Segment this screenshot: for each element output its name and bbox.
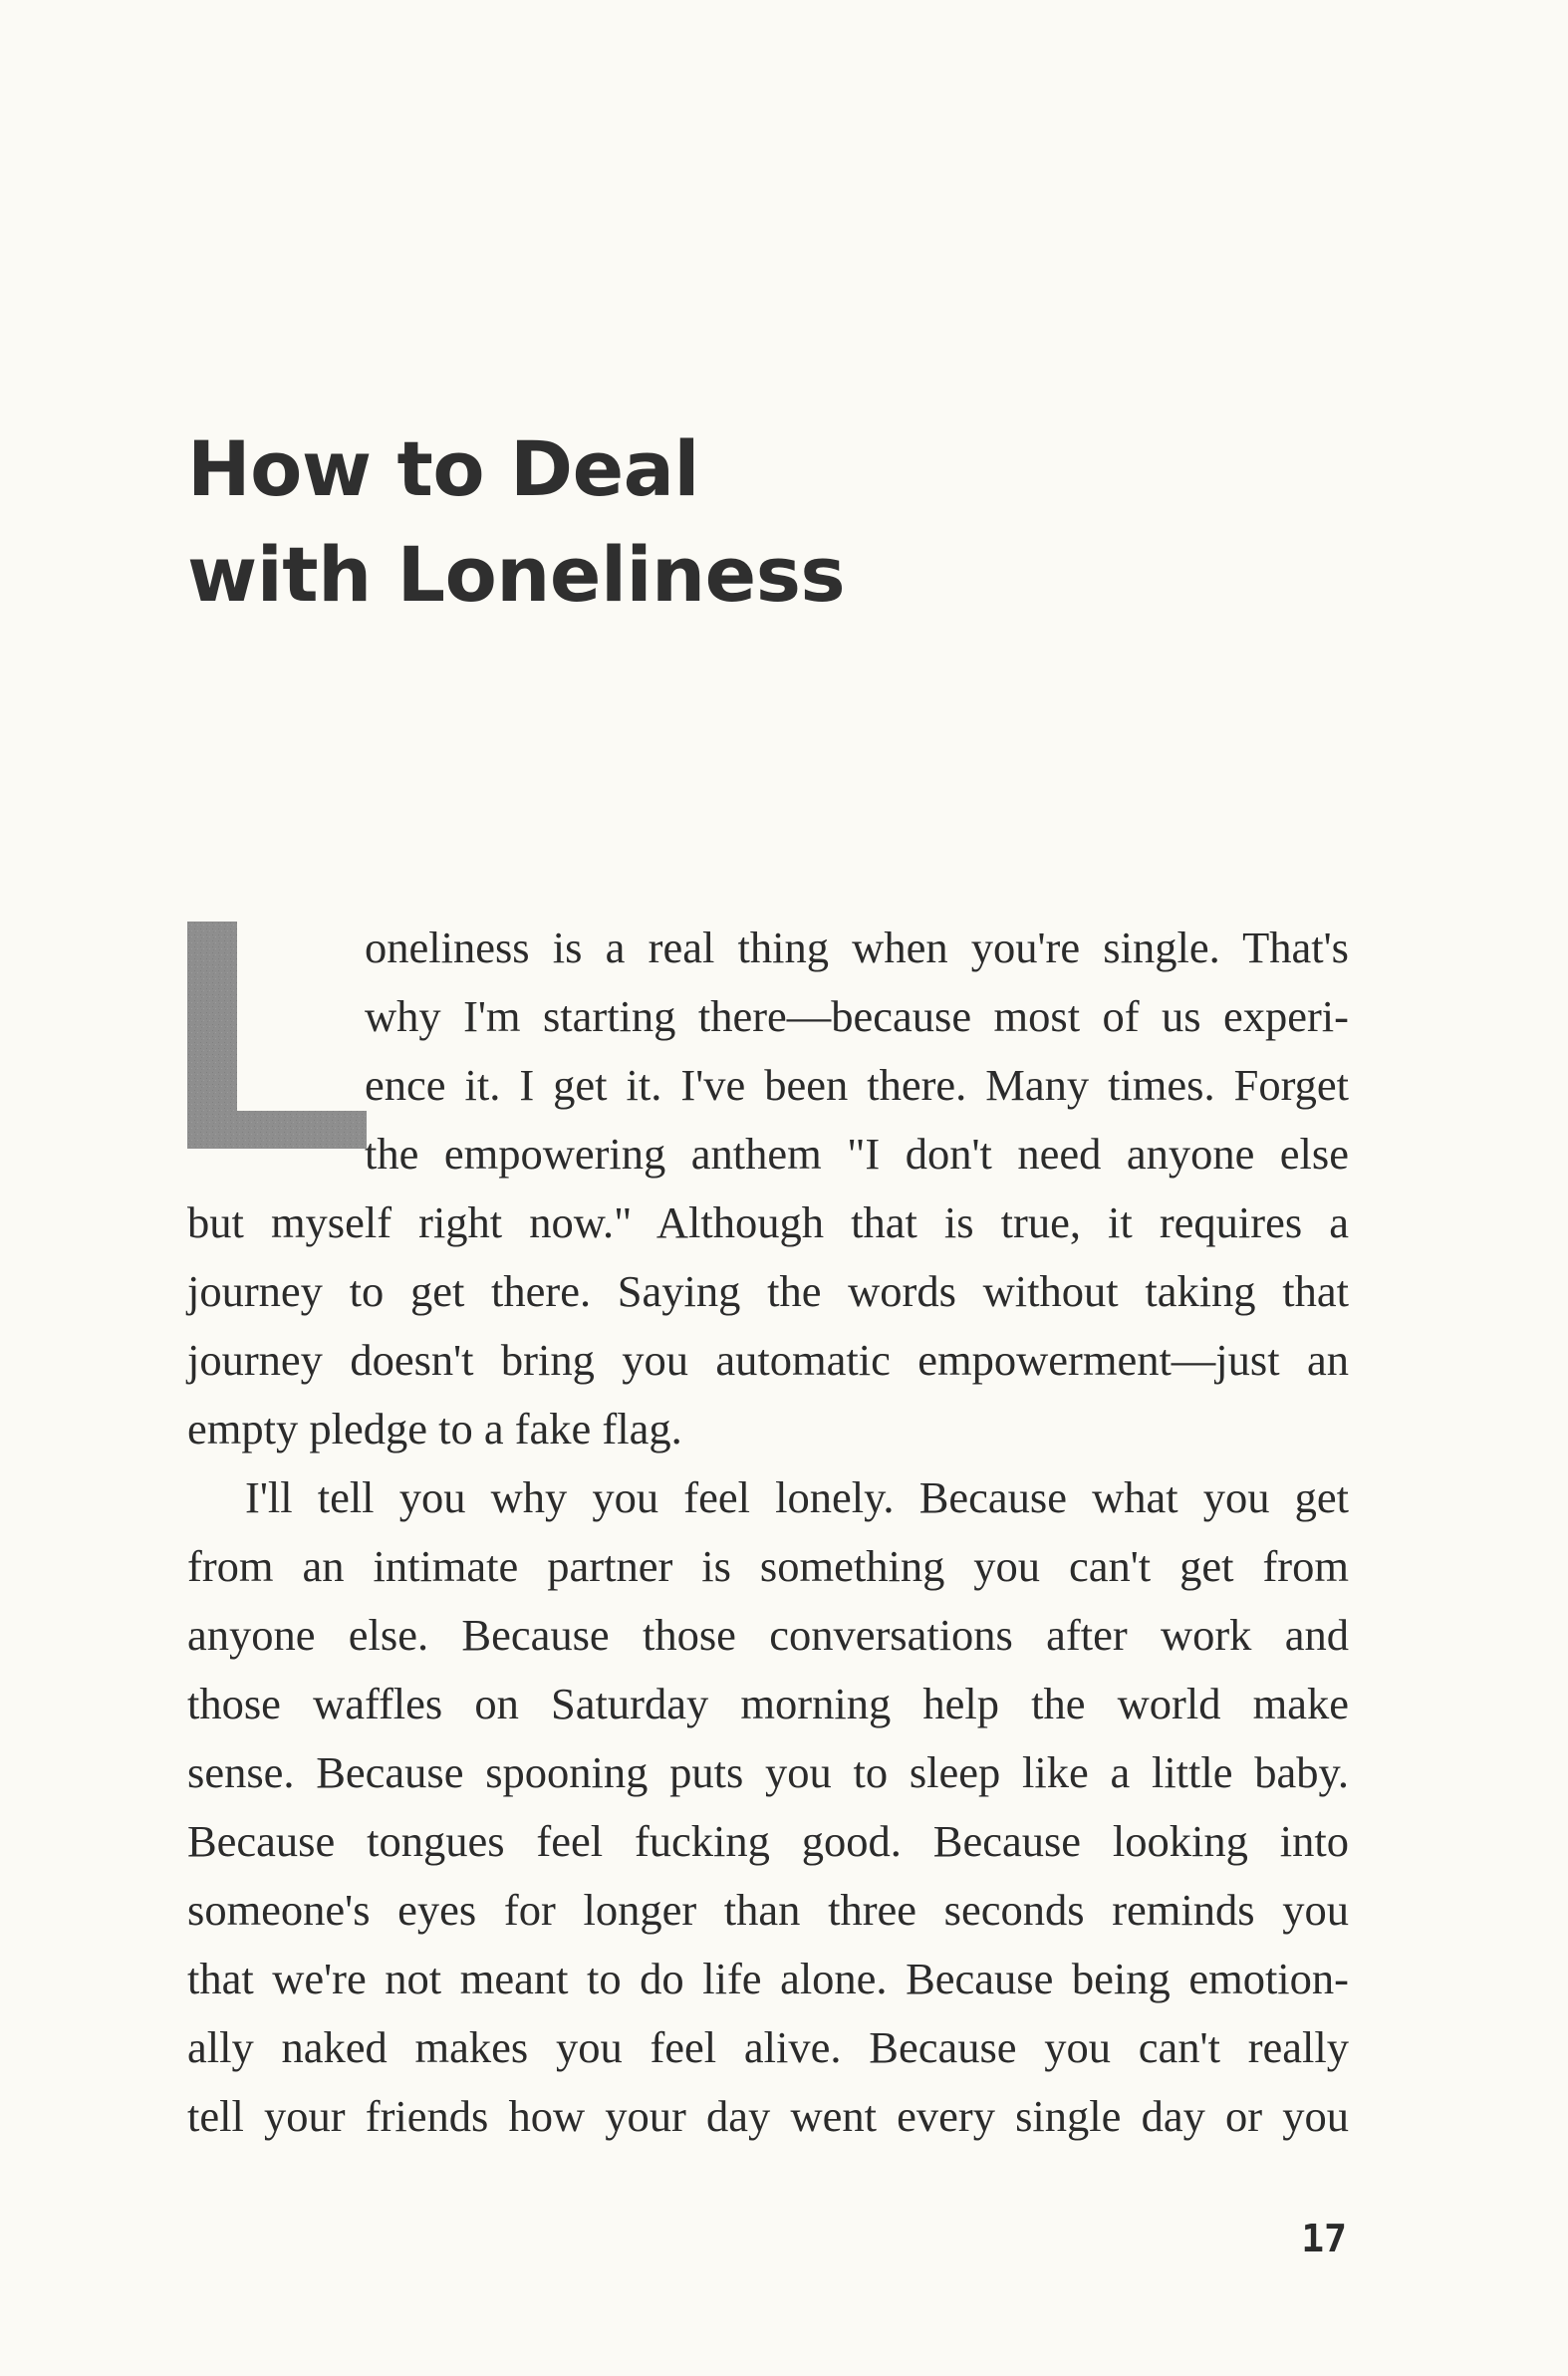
text-line: journey doesn't bring you automatic empowerment—just an <box>187 1335 1349 1385</box>
text-line: journey to get there. Saying the words without taking that <box>187 1266 1349 1316</box>
chapter-title <box>187 416 1084 628</box>
text-line: ally naked makes you feel alive. Because you can't really <box>187 2022 1349 2072</box>
text-line: sense. Because spooning puts you to sleep like a little baby. <box>187 1747 1349 1797</box>
paragraph-2 <box>187 1463 1349 2151</box>
chapter-title-line-2: with Loneliness <box>187 530 846 619</box>
body-text <box>187 914 1349 2151</box>
text-line: Because tongues feel fucking good. Because looking into <box>187 1816 1349 1866</box>
text-line: that we're not meant to do life alone. Because being emotion- <box>187 1954 1349 2003</box>
paragraph-1 <box>187 914 1349 1463</box>
text-line: oneliness is a real thing when you're single. That's <box>365 923 1349 972</box>
text-line: ence it. I get it. I've been there. Many times. Forget <box>365 1060 1349 1110</box>
text-line: the empowering anthem "I don't need anyone else <box>365 1129 1349 1179</box>
text-line: tell your friends how your day went every single day or you <box>187 2091 1349 2141</box>
chapter-title-line-1: How to Deal <box>187 424 699 513</box>
text-line: I'll tell you why you feel lonely. Because what you get <box>245 1472 1349 1522</box>
text-line: from an intimate partner is something you can't get from <box>187 1541 1349 1591</box>
text-line: those waffles on Saturday morning help the world make <box>187 1679 1349 1728</box>
text-line: someone's eyes for longer than three seconds reminds you <box>187 1885 1349 1935</box>
text-line: empty pledge to a fake flag. <box>187 1404 682 1453</box>
text-line: why I'm starting there—because most of us experi- <box>365 991 1349 1041</box>
page-number: 17 <box>1301 2217 1347 2260</box>
text-line: anyone else. Because those conversations after work and <box>187 1610 1349 1660</box>
text-line: but myself right now." Although that is true, it requires a <box>187 1197 1349 1247</box>
